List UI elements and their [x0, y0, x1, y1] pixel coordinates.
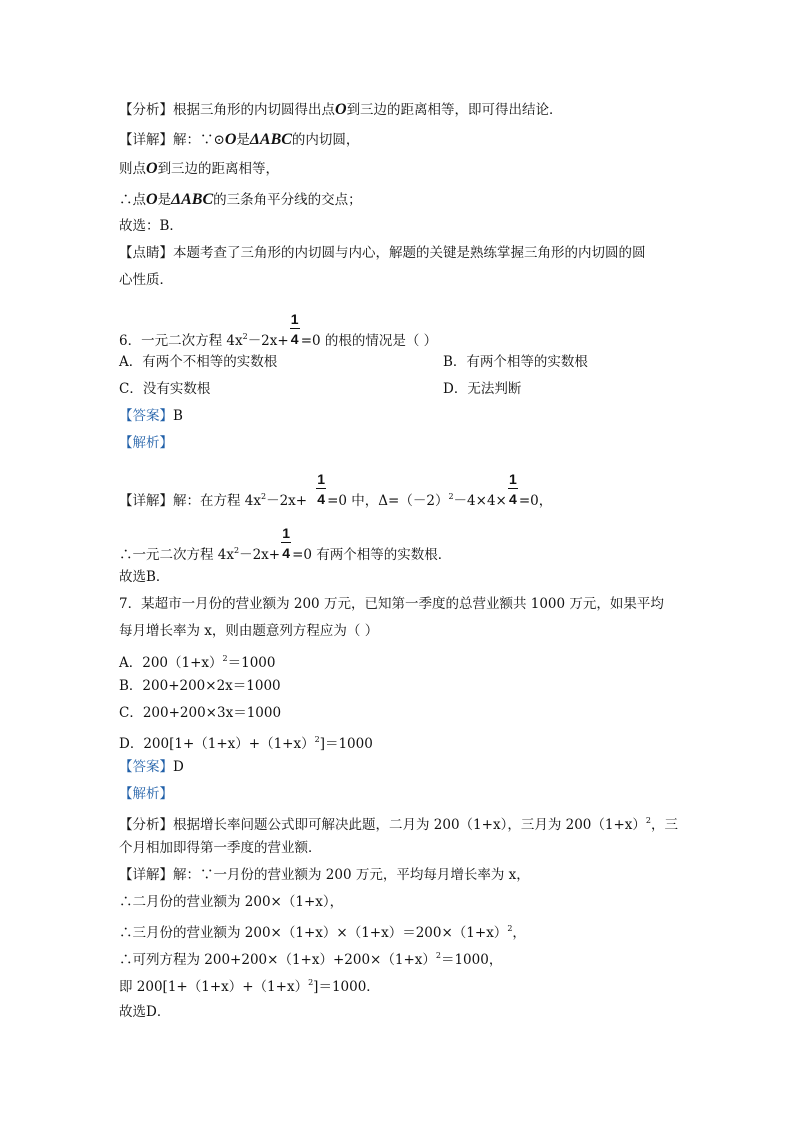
q5-line3: 则点O到三边的距离相等， [119, 160, 280, 177]
q7-option-c: C．200+200×3x＝1000 [119, 705, 282, 721]
q7-detail-line1: 【详解】解：∵一月份的营业额为 200 万元，平均每月增长率为 x， [119, 867, 530, 883]
fraction-one-quarter: $\frac{1}{4}$ [282, 524, 290, 561]
fraction-one-quarter: $\frac{1}{4}$ [290, 310, 299, 347]
q6-parse-heading: 【解析】 [119, 435, 173, 451]
q6-answer: 【答案】B [119, 408, 183, 424]
q7-answer: 【答案】D [119, 759, 184, 775]
q5-analysis-line: 【分析】根据三角形的内切圆得出点O到三边的距离相等，即可得出结论． [119, 101, 563, 118]
symbol-triangle: ΔABC [249, 131, 292, 148]
q5-detail-line: 【详解】解：∵⊙O是ΔABC的内切圆， [119, 131, 360, 148]
q5-line4: ∴点O是ΔABC的三条角平分线的交点； [119, 191, 362, 208]
fraction-one-quarter: $\frac{1}{4}$ [317, 470, 325, 507]
symbol-o: O [146, 160, 158, 177]
q7-analysis-line1: 【分析】根据增长率问题公式即可解决此题，二月为 200（1+x），三月为 $200(1+x)^2$，三 [119, 816, 678, 833]
symbol-o: O [224, 131, 237, 148]
q7-detail-line5: 即 $200[1+(1+x)+(1+x)^2]=1000$． [119, 978, 380, 995]
q5-comment-line2: 心性质． [119, 272, 173, 288]
q7-stem-line2: 每月增长率为 x，则由题意列方程应为（ ） [119, 623, 379, 639]
q6-detail: 【详解】解：在方程 $4x^2-2x+$ $\frac{1}{4}$ =0 中，$\Delta=(-2)^2-4\times 4\times$ $\frac{1}{4}$ =0， [119, 487, 552, 512]
q7-option-b: B．200+200×2x＝1000 [119, 678, 281, 694]
q6-stem: 6．一元二次方程 $4x^2-2x+$ $\frac{1}{4}$ =0 的根的情况是（ ） [119, 327, 437, 352]
fraction-one-quarter: $\frac{1}{4}$ [508, 470, 517, 507]
symbol-o: O [146, 191, 158, 208]
q5-comment-line1: 【点睛】本题考查了三角形的内切圆与内心，解题的关键是熟练掌握三角形的内切圆的圆 [119, 245, 646, 261]
q6-conclusion: ∴一元二次方程 $4x^2-2x+$ $\frac{1}{4}$ =0 有两个相等的实数根． [119, 541, 451, 566]
q7-choose: 故选D． [119, 1004, 171, 1020]
q7-parse-heading: 【解析】 [119, 786, 173, 802]
q7-detail-line3: ∴三月份的营业额为 $200\times(1+x)\times(1+x)=200\times(1+x)^2$， [119, 924, 526, 941]
q7-analysis-line2: 个月相加即得第一季度的营业额． [119, 840, 322, 856]
symbol-o: O [335, 101, 347, 118]
q7-stem-line1: 7．某超市一月份的营业额为 200 万元，已知第一季度的总营业额共 1000 万元，如果平均 [119, 596, 664, 612]
q7-detail-line2: ∴二月份的营业额为 200×（1+x）， [119, 894, 344, 910]
q7-option-a: A．$200(1+x)^2=1000$ [119, 654, 276, 671]
q6-option-d: D．无法判断 [443, 381, 522, 397]
q7-detail-line4: ∴可列方程为 $200+200\times(1+x)+200\times(1+x)^2=1000$， [119, 951, 503, 968]
q6-option-a: A．有两个不相等的实数根 [119, 354, 278, 370]
q7-option-d: D．$200[1+(1+x)+(1+x)^2]=1000$ [119, 735, 373, 752]
q6-choose: 故选B． [119, 569, 170, 585]
q6-option-b: B．有两个相等的实数根 [443, 354, 588, 370]
q5-choose: 故选：B． [119, 218, 183, 234]
symbol-triangle: ΔABC [171, 191, 214, 208]
q6-option-c: C．没有实数根 [119, 381, 211, 397]
